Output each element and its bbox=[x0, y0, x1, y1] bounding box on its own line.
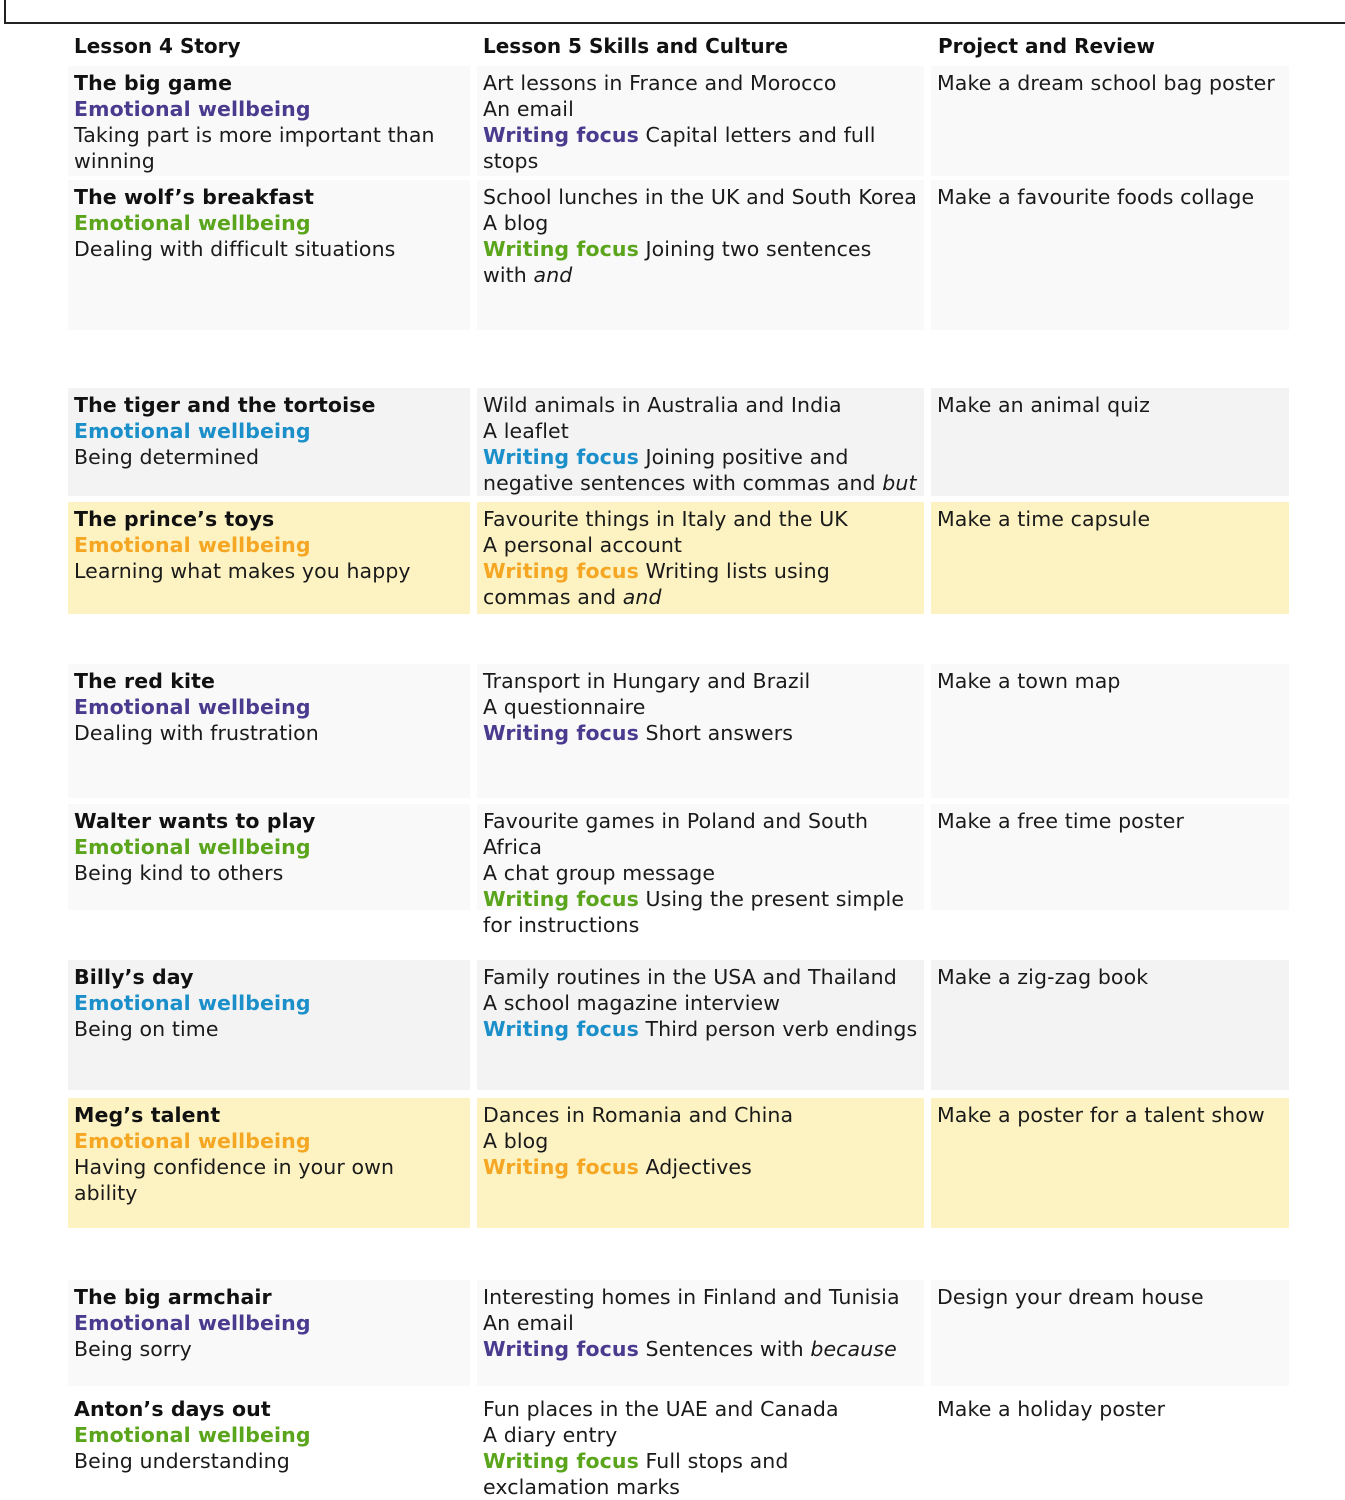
project-text: Make a holiday poster bbox=[937, 1397, 1166, 1421]
culture-topic: Wild animals in Australia and India bbox=[483, 393, 842, 417]
text-type: A questionnaire bbox=[483, 695, 646, 719]
writing-focus-italic: and bbox=[622, 585, 662, 609]
writing-focus-text: Adjectives bbox=[645, 1155, 752, 1179]
row-2-project-cell bbox=[931, 180, 1289, 330]
project-text: Make a zig-zag book bbox=[937, 965, 1149, 989]
wellbeing-label: Emotional wellbeing bbox=[74, 835, 311, 859]
writing-focus-italic: but bbox=[882, 471, 917, 495]
row-10-story-cell bbox=[68, 1392, 470, 1498]
wellbeing-label: Emotional wellbeing bbox=[74, 1311, 311, 1335]
culture-topic: Fun places in the UAE and Canada bbox=[483, 1397, 839, 1421]
header-skills-culture: Lesson 5 Skills and Culture bbox=[483, 34, 789, 58]
culture-topic: Art lessons in France and Morocco bbox=[483, 71, 837, 95]
row-6-skills-cell bbox=[477, 804, 924, 937]
wellbeing-label: Emotional wellbeing bbox=[74, 211, 311, 235]
row-4-story-cell bbox=[68, 502, 470, 614]
header-project-review: Project and Review bbox=[938, 34, 1155, 58]
row-2-story-cell bbox=[68, 180, 470, 330]
story-title: The wolf’s breakfast bbox=[74, 185, 315, 209]
writing-focus-label: Writing focus bbox=[483, 445, 639, 469]
row-7-project-cell bbox=[931, 960, 1289, 1090]
header-story: Lesson 4 Story bbox=[74, 34, 241, 58]
text-type: A chat group message bbox=[483, 861, 716, 885]
row-8-story-cell bbox=[68, 1098, 470, 1228]
row-6-story-cell bbox=[68, 804, 470, 910]
text-type: A blog bbox=[483, 1129, 549, 1153]
row-1-story-cell bbox=[68, 66, 470, 176]
culture-topic: Favourite things in Italy and the UK bbox=[483, 507, 848, 531]
row-5-skills-cell bbox=[477, 664, 924, 798]
writing-focus-label: Writing focus bbox=[483, 237, 639, 261]
story-title: The prince’s toys bbox=[74, 507, 275, 531]
row-8-project-cell bbox=[931, 1098, 1289, 1228]
story-title: Anton’s days out bbox=[74, 1397, 271, 1421]
writing-focus-label: Writing focus bbox=[483, 1017, 639, 1041]
row-9-story-cell bbox=[68, 1280, 470, 1386]
row-9-skills-cell bbox=[477, 1280, 924, 1386]
writing-focus-label: Writing focus bbox=[483, 1155, 639, 1179]
writing-focus-text: Short answers bbox=[645, 721, 794, 745]
row-3-skills-cell bbox=[477, 388, 924, 496]
wellbeing-text: Being understanding bbox=[74, 1449, 290, 1473]
row-3-story-cell bbox=[68, 388, 470, 496]
row-4-project-cell bbox=[931, 502, 1289, 614]
wellbeing-label: Emotional wellbeing bbox=[74, 991, 311, 1015]
wellbeing-text: Being on time bbox=[74, 1017, 219, 1041]
writing-focus-text: Sentences with bbox=[645, 1337, 804, 1361]
writing-focus-text: Writing lists using commas and bbox=[483, 559, 830, 609]
wellbeing-label: Emotional wellbeing bbox=[74, 97, 311, 121]
writing-focus-text: Joining positive and negative sentences with commas and bbox=[483, 445, 876, 495]
project-text: Make a free time poster bbox=[937, 809, 1184, 833]
text-type: A personal account bbox=[483, 533, 683, 557]
culture-topic: School lunches in the UK and South Korea bbox=[483, 185, 917, 209]
culture-topic: Favourite games in Poland and South Africa bbox=[483, 809, 869, 859]
project-text: Make a town map bbox=[937, 669, 1121, 693]
story-title: Billy’s day bbox=[74, 965, 194, 989]
row-9-project-cell bbox=[931, 1280, 1289, 1386]
culture-topic: Interesting homes in Finland and Tunisia bbox=[483, 1285, 900, 1309]
wellbeing-label: Emotional wellbeing bbox=[74, 695, 311, 719]
culture-topic: Family routines in the USA and Thailand bbox=[483, 965, 897, 989]
writing-focus-label: Writing focus bbox=[483, 721, 639, 745]
project-text: Make a favourite foods collage bbox=[937, 185, 1255, 209]
wellbeing-text: Dealing with frustration bbox=[74, 721, 319, 745]
project-text: Make an animal quiz bbox=[937, 393, 1150, 417]
text-type: An email bbox=[483, 97, 574, 121]
row-8-skills-cell bbox=[477, 1098, 924, 1228]
writing-focus-text: Joining two sentences with bbox=[483, 237, 872, 287]
text-type: A blog bbox=[483, 211, 549, 235]
wellbeing-text: Learning what makes you happy bbox=[74, 559, 411, 583]
culture-topic: Transport in Hungary and Brazil bbox=[483, 669, 811, 693]
top-border bbox=[4, 0, 1345, 24]
row-6-project-cell bbox=[931, 804, 1289, 910]
row-7-skills-cell bbox=[477, 960, 924, 1090]
wellbeing-label: Emotional wellbeing bbox=[74, 1129, 311, 1153]
row-7-story-cell bbox=[68, 960, 470, 1090]
project-text: Make a poster for a talent show bbox=[937, 1103, 1265, 1127]
writing-focus-text: Capital letters and full stops bbox=[483, 123, 876, 173]
writing-focus-label: Writing focus bbox=[483, 123, 639, 147]
story-title: The red kite bbox=[74, 669, 216, 693]
row-1-skills-cell bbox=[477, 66, 924, 176]
wellbeing-label: Emotional wellbeing bbox=[74, 533, 311, 557]
story-title: Walter wants to play bbox=[74, 809, 316, 833]
writing-focus-label: Writing focus bbox=[483, 1337, 639, 1361]
wellbeing-text: Being determined bbox=[74, 445, 260, 469]
wellbeing-label: Emotional wellbeing bbox=[74, 419, 311, 443]
story-title: The big armchair bbox=[74, 1285, 272, 1309]
culture-topic: Dances in Romania and China bbox=[483, 1103, 794, 1127]
wellbeing-text: Taking part is more important than winning bbox=[74, 123, 435, 173]
writing-focus-text: Third person verb endings bbox=[645, 1017, 918, 1041]
row-1-project-cell bbox=[931, 66, 1289, 176]
row-4-skills-cell bbox=[477, 502, 924, 614]
wellbeing-text: Dealing with difficult situations bbox=[74, 237, 396, 261]
story-title: The big game bbox=[74, 71, 233, 95]
story-title: The tiger and the tortoise bbox=[74, 393, 376, 417]
wellbeing-text: Having confidence in your own ability bbox=[74, 1155, 395, 1205]
project-text: Make a dream school bag poster bbox=[937, 71, 1275, 95]
writing-focus-text: Using the present simple for instructions bbox=[483, 887, 905, 937]
wellbeing-label: Emotional wellbeing bbox=[74, 1423, 311, 1447]
writing-focus-label: Writing focus bbox=[483, 1449, 639, 1473]
row-5-project-cell bbox=[931, 664, 1289, 798]
writing-focus-label: Writing focus bbox=[483, 559, 639, 583]
row-2-skills-cell bbox=[477, 180, 924, 330]
project-text: Design your dream house bbox=[937, 1285, 1204, 1309]
writing-focus-italic: because bbox=[810, 1337, 897, 1361]
text-type: A leaflet bbox=[483, 419, 569, 443]
text-type: An email bbox=[483, 1311, 574, 1335]
wellbeing-text: Being kind to others bbox=[74, 861, 284, 885]
writing-focus-italic: and bbox=[533, 263, 573, 287]
writing-focus-text: Full stops and exclamation marks bbox=[483, 1449, 789, 1499]
row-10-project-cell bbox=[931, 1392, 1289, 1498]
story-title: Meg’s talent bbox=[74, 1103, 221, 1127]
text-type: A school magazine interview bbox=[483, 991, 781, 1015]
row-5-story-cell bbox=[68, 664, 470, 798]
text-type: A diary entry bbox=[483, 1423, 618, 1447]
row-3-project-cell bbox=[931, 388, 1289, 496]
writing-focus-label: Writing focus bbox=[483, 887, 639, 911]
wellbeing-text: Being sorry bbox=[74, 1337, 192, 1361]
row-10-skills-cell bbox=[477, 1392, 924, 1498]
project-text: Make a time capsule bbox=[937, 507, 1151, 531]
